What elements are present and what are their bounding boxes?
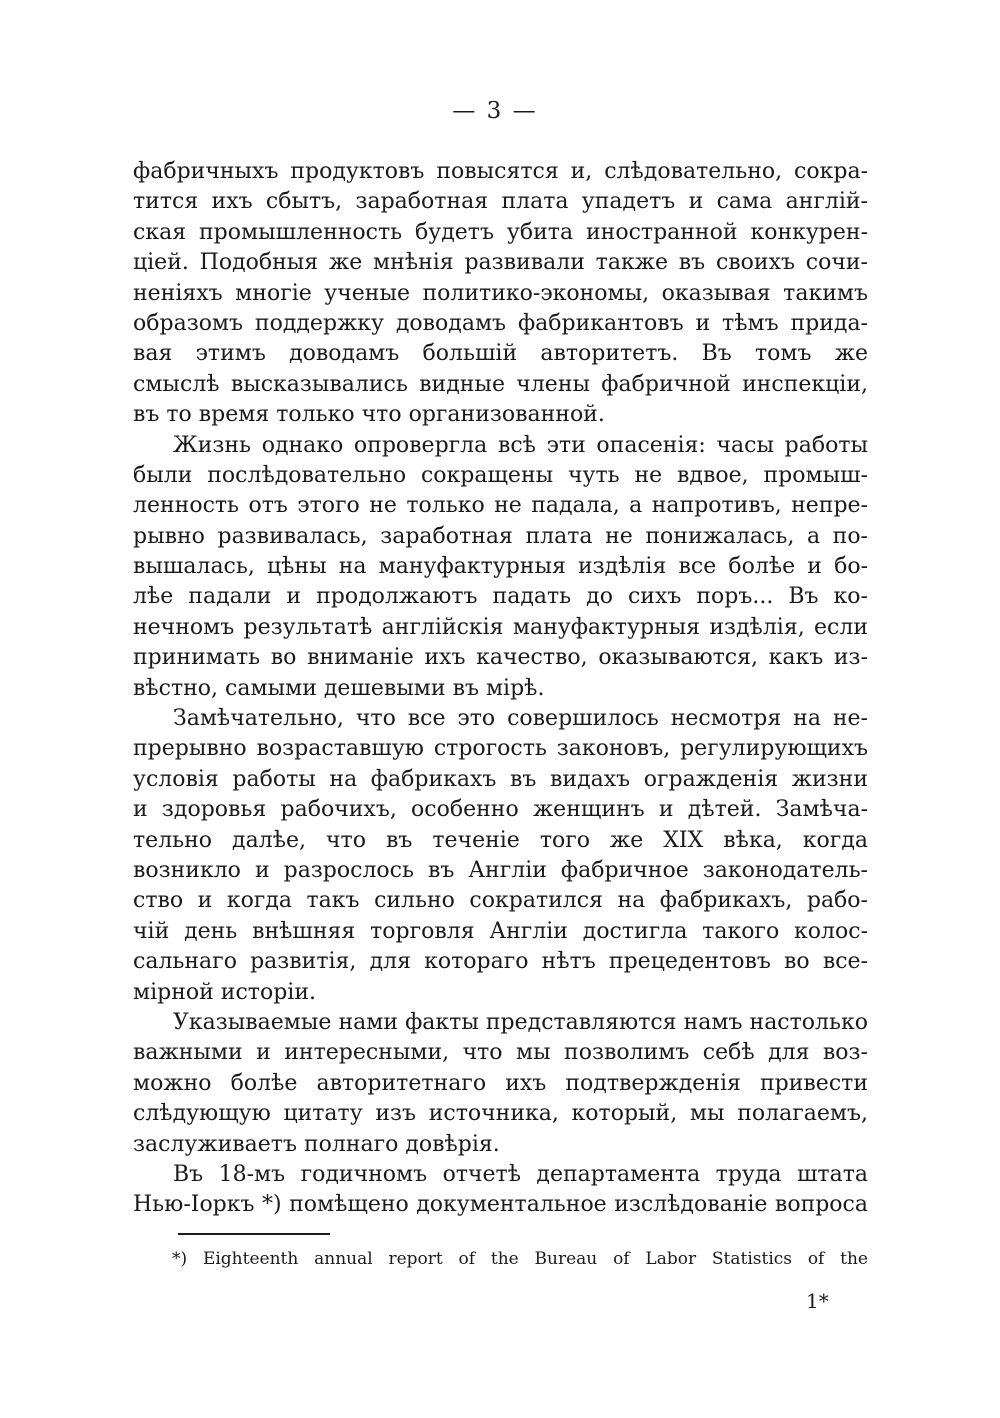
text-line: тельно далѣе, что въ теченіе того же XIX вѣка, когда xyxy=(133,827,868,853)
text-line: принимать во вниманіе ихъ качество, оказываются, какъ из- xyxy=(133,645,868,671)
text-line: Указываемые нами факты представляются намъ настолько xyxy=(173,1009,868,1035)
text-line: и здоровья рабочихъ, особенно женщинъ и дѣтей. Замѣча- xyxy=(133,797,868,823)
footnote-divider xyxy=(178,1233,330,1235)
text-line: ціей. Подобныя же мнѣнія развивали также въ своихъ сочи- xyxy=(133,250,868,276)
text-line: образомъ поддержку доводамъ фабрикантовъ и тѣмъ прида- xyxy=(133,310,868,336)
text-line: слѣдующую цитату изъ источника, который, мы полагаемъ, xyxy=(133,1101,868,1127)
text-line: Въ 18-мъ годичномъ отчетѣ департамента труда штата xyxy=(173,1161,868,1187)
text-line: вѣстно, самыми дешевыми въ мірѣ. xyxy=(133,675,545,701)
text-line: неніяхъ многіе ученые политико-экономы, оказывая такимъ xyxy=(133,280,868,306)
text-line: фабричныхъ продуктовъ повысятся и, слѣдовательно, сокра- xyxy=(133,159,868,184)
page-number: — 3 — xyxy=(452,98,538,124)
text-line: ство и когда такъ сильно сократился на фабрикахъ, рабо- xyxy=(133,888,868,914)
text-line: ская промышленность будетъ убита иностранной конкурен- xyxy=(133,219,868,245)
text-line: ленность отъ этого не только не падала, а напротивъ, непре- xyxy=(133,493,868,519)
text-line: смыслѣ высказывались видные члены фабричной инспекціи, xyxy=(133,371,868,397)
text-line: возникло и разрослось въ Англіи фабричное законодатель- xyxy=(133,857,868,883)
text-line: Жизнь однако опровергла всѣ эти опасенія: часы работы xyxy=(173,432,868,458)
text-line: важными и интересными, что мы позволимъ себѣ для воз- xyxy=(133,1040,868,1066)
text-line: заслуживаетъ полнаго довѣрія. xyxy=(133,1131,500,1157)
footnote: *) Eighteenth annual report of the Bureau of Labor Statistics of the xyxy=(172,1249,868,1269)
text-line: вая этимъ доводамъ большій авторитетъ. Въ томъ же xyxy=(133,341,868,367)
body-text xyxy=(133,157,868,1221)
text-line: сальнаго развитія, для котораго нѣтъ прецедентовъ во все- xyxy=(133,949,868,975)
text-line: мірной исторіи. xyxy=(133,979,316,1005)
text-line: Нью-Іоркъ *) помѣщено документальное изслѣдованіе вопроса xyxy=(133,1192,868,1218)
text-line: были послѣдовательно сокращены чуть не вдвое, промыш- xyxy=(133,462,868,488)
text-line: рывно развивалась, заработная плата не понижалась, а по- xyxy=(133,523,868,549)
text-line: чій день внѣшняя торговля Англіи достигла такого колос- xyxy=(133,918,868,944)
text-line: нечномъ результатѣ англійскія мануфактурныя издѣлія, если xyxy=(133,614,868,640)
text-line: вышалась, цѣны на мануфактурныя издѣлія все болѣе и бо- xyxy=(133,554,868,580)
text-line: лѣе падали и продолжаютъ падать до сихъ поръ... Въ ко- xyxy=(133,584,868,610)
text-line: условія работы на фабрикахъ въ видахъ огражденія жизни xyxy=(133,766,868,792)
text-line: тится ихъ сбытъ, заработная плата упадетъ и сама англій- xyxy=(133,189,868,215)
signature-mark: 1* xyxy=(806,1289,829,1313)
text-line: Замѣчательно, что все это совершилось несмотря на не- xyxy=(173,706,868,732)
text-line: въ то время только что организованной. xyxy=(133,402,605,428)
text-line: прерывно возраставшую строгость законовъ, регулирующихъ xyxy=(133,736,868,762)
text-line: можно болѣе авторитетнаго ихъ подтвержденія привести xyxy=(133,1070,868,1096)
